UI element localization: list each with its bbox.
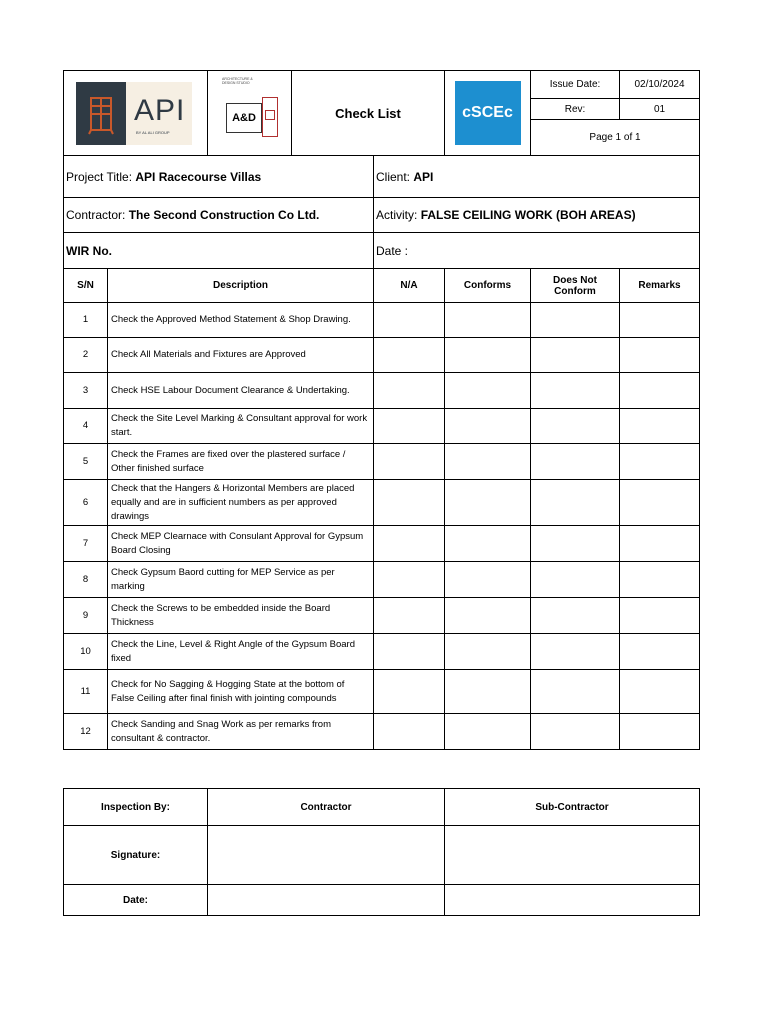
ad-logo <box>208 71 292 155</box>
checklist-row <box>64 670 700 714</box>
checklist-row <box>64 714 700 750</box>
na-cell[interactable] <box>374 338 445 373</box>
project-title-value: API Racecourse Villas <box>135 169 262 184</box>
na-cell[interactable] <box>374 480 445 526</box>
client-field <box>374 156 700 198</box>
row-description: Check for No Sagging & Hogging State at the bottom of False Ceiling after final finish with jointing compounds <box>108 670 374 714</box>
na-cell[interactable] <box>374 634 445 670</box>
does-not-conform-cell[interactable] <box>531 373 620 409</box>
issue-date-label: Issue Date: <box>531 71 620 99</box>
checklist-row <box>64 303 700 338</box>
row-description: Check the Site Level Marking & Consultant approval for work start. <box>108 409 374 444</box>
signoff-table <box>63 788 700 916</box>
conforms-cell[interactable] <box>445 562 531 598</box>
conforms-cell[interactable] <box>445 480 531 526</box>
row-number: 6 <box>64 480 108 526</box>
row-description: Check Sanding and Snag Work as per remarks from consultant & contractor. <box>108 714 374 750</box>
na-cell[interactable] <box>374 562 445 598</box>
does-not-conform-cell[interactable] <box>531 598 620 634</box>
signoff-date-label: Date: <box>64 885 208 916</box>
column-header-does-not-conform: Does Not Conform <box>531 269 620 303</box>
cscec-logo-cell <box>445 71 531 156</box>
contractor-date-field[interactable] <box>208 885 445 916</box>
remarks-cell[interactable] <box>620 444 700 480</box>
checklist-row <box>64 598 700 634</box>
project-title-label: Project Title: <box>66 169 133 184</box>
conforms-cell[interactable] <box>445 373 531 409</box>
column-header-na: N/A <box>374 269 445 303</box>
na-cell[interactable] <box>374 303 445 338</box>
checklist-document <box>63 70 699 750</box>
does-not-conform-cell[interactable] <box>531 480 620 526</box>
does-not-conform-cell[interactable] <box>531 303 620 338</box>
conforms-cell[interactable] <box>445 634 531 670</box>
ad-logo-frame <box>262 97 278 137</box>
row-description: Check that the Hangers & Horizontal Members are placed equally and are in sufficient numbers as per approved drawings <box>108 480 374 526</box>
does-not-conform-cell[interactable] <box>531 338 620 373</box>
remarks-cell[interactable] <box>620 598 700 634</box>
does-not-conform-cell[interactable] <box>531 634 620 670</box>
does-not-conform-cell[interactable] <box>531 409 620 444</box>
inspection-by-label: Inspection By: <box>64 789 208 826</box>
remarks-cell[interactable] <box>620 373 700 409</box>
signature-label: Signature: <box>64 826 208 885</box>
checklist-row <box>64 480 700 526</box>
checklist-table <box>63 268 700 750</box>
activity-field <box>374 198 700 233</box>
row-number: 9 <box>64 598 108 634</box>
wir-number-field: WIR No. <box>64 233 374 269</box>
remarks-cell[interactable] <box>620 480 700 526</box>
row-number: 3 <box>64 373 108 409</box>
row-number: 10 <box>64 634 108 670</box>
contractor-signature-field[interactable] <box>208 826 445 885</box>
remarks-cell[interactable] <box>620 562 700 598</box>
remarks-cell[interactable] <box>620 714 700 750</box>
subcontractor-signature-field[interactable] <box>445 826 700 885</box>
checklist-row <box>64 409 700 444</box>
date-field: Date : <box>374 233 700 269</box>
row-number: 5 <box>64 444 108 480</box>
contractor-value: The Second Construction Co Ltd. <box>128 208 320 222</box>
checklist-body <box>64 303 700 750</box>
row-description: Check the Screws to be embedded inside the Board Thickness <box>108 598 374 634</box>
api-logo <box>76 82 192 145</box>
cscec-logo: cSCEc <box>455 81 521 145</box>
na-cell[interactable] <box>374 373 445 409</box>
remarks-cell[interactable] <box>620 634 700 670</box>
row-number: 2 <box>64 338 108 373</box>
client-label: Client: <box>376 169 411 184</box>
column-header-sn: S/N <box>64 269 108 303</box>
checklist-row <box>64 444 700 480</box>
rev-label: Rev: <box>531 99 620 120</box>
checklist-row <box>64 526 700 562</box>
row-number: 12 <box>64 714 108 750</box>
conforms-cell[interactable] <box>445 598 531 634</box>
row-number: 8 <box>64 562 108 598</box>
na-cell[interactable] <box>374 714 445 750</box>
na-cell[interactable] <box>374 409 445 444</box>
checklist-row <box>64 373 700 409</box>
contractor-label: Contractor: <box>66 208 126 222</box>
na-cell[interactable] <box>374 526 445 562</box>
does-not-conform-cell[interactable] <box>531 714 620 750</box>
row-number: 11 <box>64 670 108 714</box>
row-description: Check the Frames are fixed over the plastered surface / Other finished surface <box>108 444 374 480</box>
row-description: Check Gypsum Baord cutting for MEP Service as per marking <box>108 562 374 598</box>
row-description: Check All Materials and Fixtures are Approved <box>108 338 374 373</box>
checklist-row <box>64 338 700 373</box>
row-number: 4 <box>64 409 108 444</box>
na-cell[interactable] <box>374 444 445 480</box>
subcontractor-header: Sub-Contractor <box>445 789 700 826</box>
ad-logo-small-text: ARCHITECTURE & DESIGN STUDIO <box>222 77 253 85</box>
chair-icon <box>76 82 126 145</box>
column-header-remarks: Remarks <box>620 269 700 303</box>
conforms-cell[interactable] <box>445 714 531 750</box>
conforms-cell[interactable] <box>445 338 531 373</box>
document-title: Check List <box>292 71 445 156</box>
project-info-table <box>63 155 700 269</box>
na-cell[interactable] <box>374 670 445 714</box>
subcontractor-date-field[interactable] <box>445 885 700 916</box>
remarks-cell[interactable] <box>620 670 700 714</box>
remarks-cell[interactable] <box>620 303 700 338</box>
conforms-cell[interactable] <box>445 444 531 480</box>
column-header-conforms: Conforms <box>445 269 531 303</box>
project-title-field <box>64 156 374 198</box>
remarks-cell[interactable] <box>620 338 700 373</box>
does-not-conform-cell[interactable] <box>531 562 620 598</box>
client-value: API <box>413 169 434 184</box>
api-logo-subtext: BY AL ALI GROUP <box>136 129 170 135</box>
conforms-cell[interactable] <box>445 409 531 444</box>
contractor-field <box>64 198 374 233</box>
issue-date-value: 02/10/2024 <box>620 71 700 99</box>
activity-label: Activity: <box>376 208 418 222</box>
does-not-conform-cell[interactable] <box>531 444 620 480</box>
remarks-cell[interactable] <box>620 526 700 562</box>
rev-value: 01 <box>620 99 700 120</box>
conforms-cell[interactable] <box>445 526 531 562</box>
row-number: 7 <box>64 526 108 562</box>
does-not-conform-cell[interactable] <box>531 670 620 714</box>
column-header-description: Description <box>108 269 374 303</box>
api-logo-dark-panel <box>76 82 126 145</box>
header-table <box>63 70 700 156</box>
api-logo-cell <box>64 71 208 156</box>
ad-logo-text: A&D <box>226 103 262 133</box>
na-cell[interactable] <box>374 598 445 634</box>
row-description: Check the Approved Method Statement & Shop Drawing. <box>108 303 374 338</box>
contractor-header: Contractor <box>208 789 445 826</box>
row-description: Check MEP Clearnace with Consulant Approval for Gypsum Board Closing <box>108 526 374 562</box>
conforms-cell[interactable] <box>445 303 531 338</box>
activity-value: FALSE CEILING WORK (BOH AREAS) <box>420 208 636 222</box>
api-logo-text: API <box>134 93 186 127</box>
checklist-row <box>64 562 700 598</box>
page-number: Page 1 of 1 <box>531 120 700 156</box>
checklist-row <box>64 634 700 670</box>
conforms-cell[interactable] <box>445 670 531 714</box>
remarks-cell[interactable] <box>620 409 700 444</box>
row-number: 1 <box>64 303 108 338</box>
ad-logo-cell <box>208 71 292 156</box>
row-description: Check the Line, Level & Right Angle of the Gypsum Board fixed <box>108 634 374 670</box>
row-description: Check HSE Labour Document Clearance & Undertaking. <box>108 373 374 409</box>
does-not-conform-cell[interactable] <box>531 526 620 562</box>
checklist-header-row <box>64 269 700 303</box>
